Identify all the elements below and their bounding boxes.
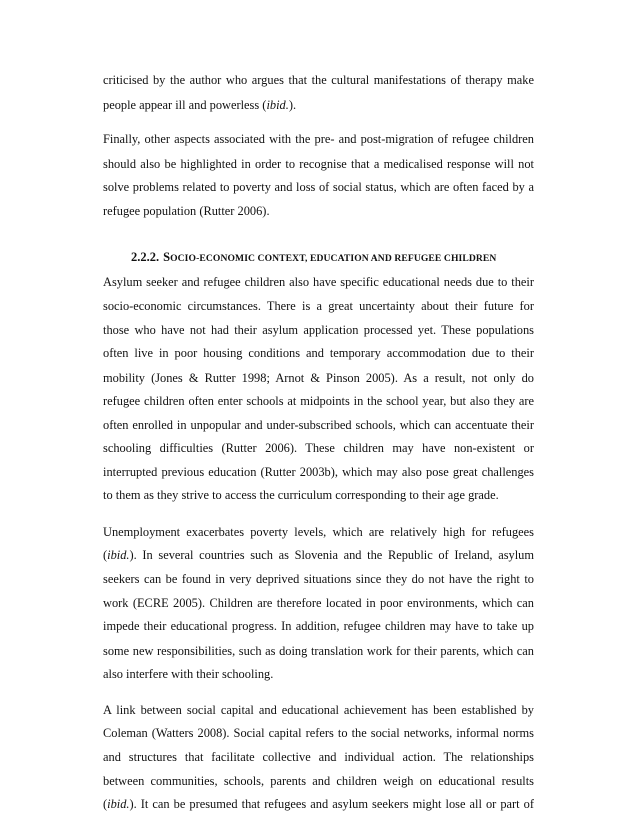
paragraph-4-line-4: work (ECRE 2005). Children are therefore located in poor environments, which can: [103, 595, 534, 610]
paragraph-5-line-1: A link between social capital and educational achievement has been established by: [103, 702, 534, 717]
paragraph-2-line-1: Finally, other aspects associated with the pre- and post-migration of refugee children: [103, 132, 534, 147]
paragraph-1-line-2: [103, 97, 534, 113]
section-title-rest: OCIO-ECONOMIC CONTEXT, EDUCATION AND REFUGEE CHILDREN: [170, 253, 497, 264]
paragraph-3-line-5: mobility (Jones & Rutter 1998; Arnot & Pinson 2005). As a result, not only do: [103, 370, 534, 385]
text-run: ).: [288, 97, 297, 112]
italic-ibid: ibid.: [107, 548, 130, 563]
paragraph-3-line-1: Asylum seeker and refugee children also have specific educational needs due to their: [103, 275, 534, 290]
text-run: ). It can be presumed that refugees and asylum seekers might lose all or part of: [129, 797, 534, 811]
paragraph-5-line-4: between communities, schools, parents and children weigh on educational results: [103, 773, 534, 788]
text-run: (: [103, 548, 108, 563]
paragraph-5-line-5: [103, 796, 534, 812]
paragraph-3-line-9: interrupted previous education (Rutter 2003b), which may also pose great challenges: [103, 464, 534, 479]
italic-ibid: ibid.: [107, 797, 130, 811]
paragraph-1-line-1: criticised by the author who argues that the cultural manifestations of therapy make: [103, 73, 534, 87]
paragraph-5-line-3: and structures that facilitate collective and individual action. The relationships: [103, 749, 534, 764]
paragraph-2-line-3: solve problems related to poverty and loss of social status, which are often faced by a: [103, 180, 534, 195]
paragraph-2-line-2: should also be highlighted in order to recognise that a medicalised response will not: [103, 156, 534, 171]
text-run: people appear ill and powerless (: [103, 97, 267, 112]
paragraph-3-line-3: those who have not had their asylum application processed yet. These populations: [103, 322, 534, 337]
paragraph-3-line-2: socio-economic circumstances. There is a great uncertainty about their future for: [103, 299, 534, 313]
paragraph-3-line-4: often live in poor housing conditions and temporary accommodation due to their: [103, 346, 534, 360]
text-run: ). In several countries such as Slovenia and the Republic of Ireland, asylum: [129, 548, 534, 563]
section-number: 2.2.2.: [131, 250, 160, 264]
section-title-initial: S: [163, 250, 171, 264]
paragraph-4-line-5: impede their educational progress. In addition, refugee children may have to take up: [103, 619, 534, 634]
paragraph-2-line-4: refugee population (Rutter 2006).: [103, 203, 270, 218]
paragraph-4-line-7: also interfere with their schooling.: [103, 667, 274, 682]
paragraph-3-line-8: schooling difficulties (Rutter 2006). These children may have non-existent or: [103, 441, 534, 456]
paragraph-4-line-2: [103, 547, 534, 563]
section-title: [163, 250, 496, 264]
paragraph-4-line-1: Unemployment exacerbates poverty levels, which are relatively high for refugees: [103, 524, 534, 539]
paragraph-4-line-3: seekers can be found in very deprived situations since they do not have the right to: [103, 572, 534, 586]
paragraph-3-line-7: often enrolled in unpopular and under-subscribed schools, which can accentuate their: [103, 417, 534, 432]
text-run: (: [103, 797, 108, 811]
italic-ibid: ibid.: [266, 97, 289, 112]
paragraph-4-line-6: some new responsibilities, such as doing translation work for their parents, which can: [103, 643, 534, 658]
section-heading: [131, 249, 496, 267]
paragraph-5-line-2: Coleman (Watters 2008). Social capital refers to the social networks, informal norms: [103, 726, 534, 741]
paragraph-3-line-6: refugee children often enter schools at midpoints in the school year, but also they are: [103, 394, 534, 408]
paragraph-3-line-10: to them as they strive to access the curriculum corresponding to their age grade.: [103, 488, 499, 503]
